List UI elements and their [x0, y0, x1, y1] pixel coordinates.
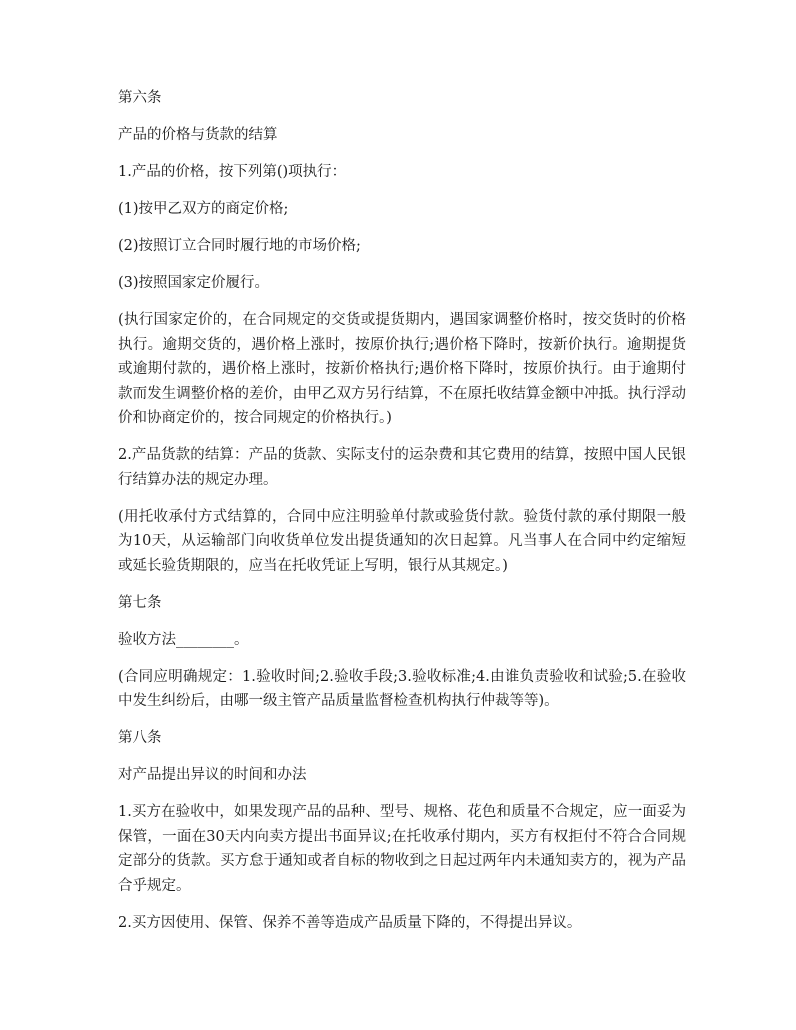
- article-6-title: 产品的价格与货款的结算: [118, 127, 278, 143]
- article-8-heading: 第八条: [118, 730, 162, 746]
- price-note: (执行国家定价的，在合同规定的交货或提货期内，遇国家调整价格时，按交货时的价格执行。逾期交货的，遇价格上涨时，按原价执行;遇价格下降时，按新价执行。逾期提货或逾期付款的，遇价格上涨时，按新价格执行;遇价格下降时，按原价执行。由于逾期付款而发生调整价格的差价，由甲乙双方另行结算，不在原托收结算金额中冲抵。执行浮动价和协商定价的，按合同规定的价格执行。): [118, 312, 686, 426]
- price-clause: 1.产品的价格，按下列第()项执行：: [118, 164, 347, 180]
- objection-clause-2: 2.买方因使用、保管、保养不善等造成产品质量下降的，不得提出异议。: [118, 914, 582, 931]
- price-option-2: (2)按照订立合同时履行地的市场价格;: [118, 238, 361, 254]
- payment-clause: 2.产品货款的结算：产品的货款、实际支付的运杂费和其它费用的结算，按照中国人民银行结算办法的规定办理。: [118, 447, 686, 488]
- article-6-heading: 第六条: [118, 90, 162, 106]
- objection-clause-1: 1.买方在验收中，如果发现产品的品种、型号、规格、花色和质量不合规定，应一面妥为保管，一面在30天内向卖方提出书面异议;在托收承付期内，买方有权拒付不符合合同规定部分的货款。买方怠于通知或者自标的物收到之日起过两年内未通知卖方的，视为产品合乎规定。: [118, 804, 686, 894]
- price-option-1: (1)按甲乙双方的商定价格;: [118, 201, 289, 217]
- payment-note: (用托收承付方式结算的，合同中应注明验单付款或验货付款。验货付款的承付期限一般为10天，从运输部门向收货单位发出提货通知的次日起算。凡当事人在合同中约定缩短或延长验货期限的，应当在托收凭证上写明，银行从其规定。): [118, 508, 686, 574]
- article-7-heading: 第七条: [118, 594, 162, 611]
- inspection-method: 验收方法________。: [118, 631, 249, 648]
- inspection-note: (合同应明确规定：1.验收时间;2.验收手段;3.验收标准;4.由谁负责验收和试验;5.在验收中发生纠纷后，由哪一级主管产品质量监督检查机构执行仲裁等等)。: [118, 668, 686, 709]
- price-option-3: (3)按照国家定价履行。: [118, 275, 270, 291]
- article-8-title: 对产品提出异议的时间和办法: [118, 767, 307, 783]
